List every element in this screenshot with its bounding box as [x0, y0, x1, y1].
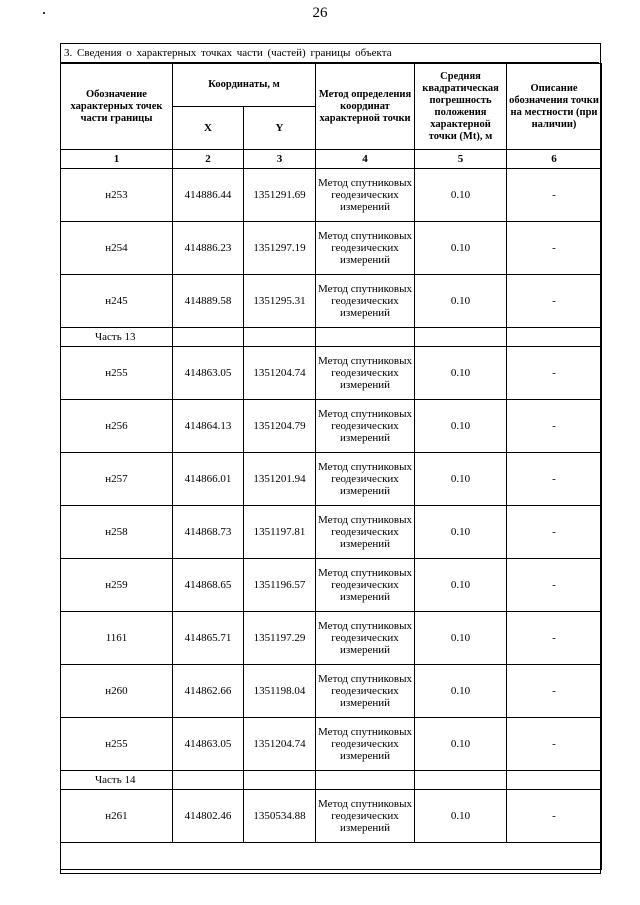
empty-cell — [316, 328, 415, 347]
description-cell: - — [507, 347, 602, 400]
column-number: 6 — [507, 150, 602, 169]
coord-x: 414863.05 — [173, 347, 244, 400]
coord-x: 414868.73 — [173, 506, 244, 559]
point-name: н254 — [61, 222, 173, 275]
point-name: н256 — [61, 400, 173, 453]
table-row — [61, 612, 602, 665]
header-designation: Обозначение характерных точек части границы — [61, 64, 173, 150]
error-cell: 0.10 — [415, 400, 507, 453]
method-cell: Метод спутниковых геодезических измерений — [316, 790, 415, 843]
point-name: 1161 — [61, 612, 173, 665]
method-cell: Метод спутниковых геодезических измерений — [316, 718, 415, 771]
method-cell: Метод спутниковых геодезических измерений — [316, 612, 415, 665]
empty-cell — [316, 771, 415, 790]
table-row — [61, 347, 602, 400]
error-cell: 0.10 — [415, 559, 507, 612]
error-cell: 0.10 — [415, 169, 507, 222]
part-row — [61, 328, 602, 347]
error-cell: 0.10 — [415, 347, 507, 400]
points-table — [60, 63, 602, 870]
table-row — [61, 718, 602, 771]
coord-y: 1351204.79 — [244, 400, 316, 453]
page-number: 26 — [312, 5, 328, 21]
header-y: Y — [244, 107, 316, 150]
header-coordinates: Координаты, м — [173, 64, 316, 107]
point-name: н261 — [61, 790, 173, 843]
coord-y: 1351204.74 — [244, 347, 316, 400]
point-name: н257 — [61, 453, 173, 506]
coord-y: 1351291.69 — [244, 169, 316, 222]
description-cell: - — [507, 718, 602, 771]
coord-y: 1351204.74 — [244, 718, 316, 771]
coord-y: 1351198.04 — [244, 665, 316, 718]
header-description: Описание обозначения точки на местности (при наличии) — [507, 64, 602, 150]
column-number: 2 — [173, 150, 244, 169]
table-row — [61, 222, 602, 275]
description-cell: - — [507, 559, 602, 612]
coord-x: 414862.66 — [173, 665, 244, 718]
table-row — [61, 506, 602, 559]
description-cell: - — [507, 790, 602, 843]
coord-x: 414802.46 — [173, 790, 244, 843]
description-cell: - — [507, 400, 602, 453]
error-cell: 0.10 — [415, 718, 507, 771]
empty-cell — [244, 328, 316, 347]
point-name: н255 — [61, 347, 173, 400]
column-number: 4 — [316, 150, 415, 169]
error-cell: 0.10 — [415, 612, 507, 665]
section-title: 3. Сведения о характерных точках части (частей) границы объекта — [61, 44, 599, 63]
coord-y: 1351297.19 — [244, 222, 316, 275]
coord-y: 1351201.94 — [244, 453, 316, 506]
error-cell: 0.10 — [415, 453, 507, 506]
point-name: н255 — [61, 718, 173, 771]
coord-x: 414889.58 — [173, 275, 244, 328]
method-cell: Метод спутниковых геодезических измерений — [316, 453, 415, 506]
coord-x: 414866.01 — [173, 453, 244, 506]
method-cell: Метод спутниковых геодезических измерений — [316, 665, 415, 718]
coord-x: 414886.23 — [173, 222, 244, 275]
description-cell: - — [507, 222, 602, 275]
error-cell: 0.10 — [415, 790, 507, 843]
column-number: 5 — [415, 150, 507, 169]
column-number: 3 — [244, 150, 316, 169]
description-cell: - — [507, 453, 602, 506]
coord-y: 1351197.29 — [244, 612, 316, 665]
error-cell: 0.10 — [415, 665, 507, 718]
point-name: н245 — [61, 275, 173, 328]
table-row — [61, 400, 602, 453]
table-row — [61, 169, 602, 222]
table-row — [61, 453, 602, 506]
table-row — [61, 665, 602, 718]
table-body — [61, 169, 602, 870]
point-name: н258 — [61, 506, 173, 559]
part-label: Часть 14 — [61, 771, 173, 790]
table-row — [61, 790, 602, 843]
coord-x: 414864.13 — [173, 400, 244, 453]
table-row — [61, 275, 602, 328]
description-cell: - — [507, 612, 602, 665]
error-cell: 0.10 — [415, 275, 507, 328]
empty-cell — [507, 328, 602, 347]
coord-x: 414863.05 — [173, 718, 244, 771]
coord-x: 414865.71 — [173, 612, 244, 665]
coord-x: 414886.44 — [173, 169, 244, 222]
table-row — [61, 559, 602, 612]
point-name: н259 — [61, 559, 173, 612]
error-cell: 0.10 — [415, 222, 507, 275]
coord-y: 1351196.57 — [244, 559, 316, 612]
column-number: 1 — [61, 150, 173, 169]
description-cell: - — [507, 169, 602, 222]
empty-cell — [415, 771, 507, 790]
point-name: н253 — [61, 169, 173, 222]
method-cell: Метод спутниковых геодезических измерений — [316, 506, 415, 559]
method-cell: Метод спутниковых геодезических измерений — [316, 400, 415, 453]
empty-cell — [244, 771, 316, 790]
method-cell: Метод спутниковых геодезических измерений — [316, 275, 415, 328]
description-cell: - — [507, 506, 602, 559]
point-name: н260 — [61, 665, 173, 718]
error-cell: 0.10 — [415, 506, 507, 559]
header-method: Метод определения координат характерной точки — [316, 64, 415, 150]
header-error: Средняя квадратическая погрешность положения характерной точки (Mt), м — [415, 64, 507, 150]
empty-cell — [507, 771, 602, 790]
description-cell: - — [507, 275, 602, 328]
coord-x: 414868.65 — [173, 559, 244, 612]
description-cell: - — [507, 665, 602, 718]
method-cell: Метод спутниковых геодезических измерений — [316, 347, 415, 400]
empty-cell — [415, 328, 507, 347]
empty-cell — [173, 328, 244, 347]
method-cell: Метод спутниковых геодезических измерений — [316, 169, 415, 222]
method-cell: Метод спутниковых геодезических измерений — [316, 222, 415, 275]
empty-cell — [173, 771, 244, 790]
method-cell: Метод спутниковых геодезических измерений — [316, 559, 415, 612]
part-label: Часть 13 — [61, 328, 173, 347]
empty-row — [61, 843, 602, 870]
coord-y: 1350534.88 — [244, 790, 316, 843]
empty-cell — [61, 843, 602, 870]
coord-y: 1351197.81 — [244, 506, 316, 559]
coord-y: 1351295.31 — [244, 275, 316, 328]
part-row — [61, 771, 602, 790]
header-x: X — [173, 107, 244, 150]
